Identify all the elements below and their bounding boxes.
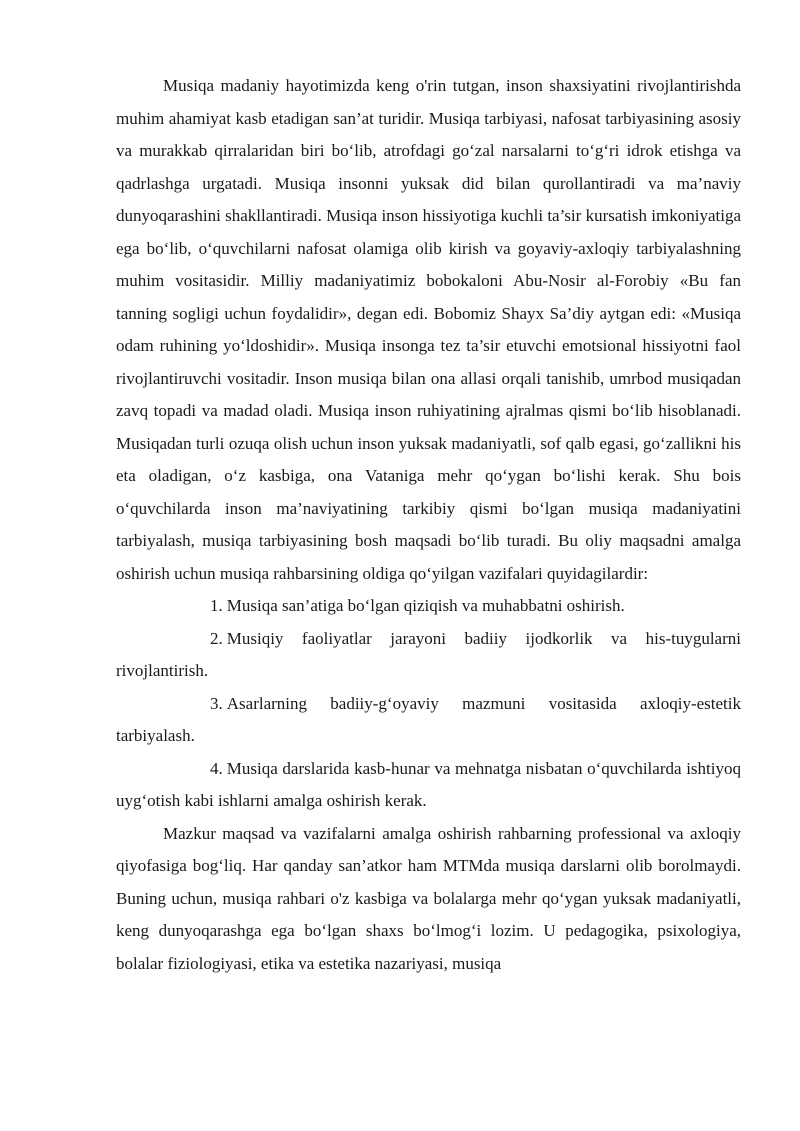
list-item-number: 4. — [210, 758, 223, 778]
list-item-text: Musiqa darslarida kasb-hunar va mehnatga nisbatan o‘quvchilarda ishtiyoq uyg‘otish kabi ishlarni amalga oshirish kerak. — [116, 758, 741, 810]
list-item — [116, 590, 741, 623]
list-item-text: Asarlarning badiiy-g‘oyaviy mazmuni vositasida axloqiy-estetik tarbiyalash. — [116, 693, 741, 745]
list-item — [116, 753, 741, 818]
list-item-number: 2. — [210, 628, 223, 648]
list-item-number: 1. — [210, 596, 223, 615]
list-item — [116, 623, 741, 688]
intro-paragraph: Musiqa madaniy hayotimizda keng o'rin tutgan, inson shaxsiyatini rivojlantirishda muhim ahamiyat kasb etadigan san’at turidir. Musiqa tarbiyasi, nafosat tarbiyasining asosiy va murakkab qirralaridan biri bo‘lib, atrofdagi go‘zal narsalarni to‘g‘ri idrok etishga va qadrlashga urgatadi. Musiqa insonni yuksak did bilan qurollantiradi va ma’naviy dunyoqarashini shakllantiradi. Musiqa inson hissiyotiga kuchli ta’sir kursatish imkoniyatiga ega bo‘lib, o‘quvchilarni nafosat olamiga olib kirish va goyaviy-axloqiy tarbiyalashning muhim vositasidir. Milliy madaniyatimiz bobokaloni Abu-Nosir al-Forobiy «Bu fan tanning sogligi uchun foydalidir», degan edi. Bobomiz Shayx Sa’diy aytgan edi: «Musiqa odam ruhining yo‘ldoshidir». Musiqa insonga tez ta’sir etuvchi emotsional hissiyotni faol rivojlantiruvchi vositadir. Inson musiqa bilan ona allasi orqali tanishib, umrbod musiqadan zavq topadi va madad oladi. Musiqa inson ruhiyatining ajralmas qismi bo‘lib hisoblanadi. Musiqadan turli ozuqa olish uchun inson yuksak madaniyatli, sof qalb egasi, go‘zallikni his eta oladigan, o‘z kasbiga, ona Vataniga mehr qo‘ygan bo‘lishi kerak. Shu bois o‘quvchilarda inson ma’naviyatining tarkibiy qismi bo‘lgan musiqa madaniyatini tarbiyalash, musiqa tarbiyasining bosh maqsadi bo‘lib turadi. Bu oliy maqsadni amalga oshirish uchun musiqa rahbarsining oldiga qo‘yilgan vazifalari quyidagilardir: — [116, 76, 741, 583]
list-item-text: Musiqiy faoliyatlar jarayoni badiiy ijodkorlik va his-tuygularni rivojlantirish. — [116, 628, 741, 680]
list-item-text: Musiqa san’atiga bo‘lgan qiziqish va muhabbatni oshirish. — [226, 596, 625, 615]
list-item — [116, 688, 741, 753]
closing-paragraph: Mazkur maqsad va vazifalarni amalga oshirish rahbarning professional va axloqiy qiyofasiga bog‘liq. Har qanday san’atkor ham MTMda musiqa darslarni olib borolmaydi. Buning uchun, musiqa rahbari o'z kasbiga va bolalarga mehr qo‘ygan yuksak madaniyatli, keng dunyoqarashga ega bo‘lgan shaxs bo‘lmog‘i lozim. U pedagogika, psixologiya, bolalar fiziologiyasi, etika va estetika nazariyasi, musiqa — [116, 823, 741, 973]
list-item-number: 3. — [210, 693, 223, 713]
document-page — [116, 70, 741, 980]
